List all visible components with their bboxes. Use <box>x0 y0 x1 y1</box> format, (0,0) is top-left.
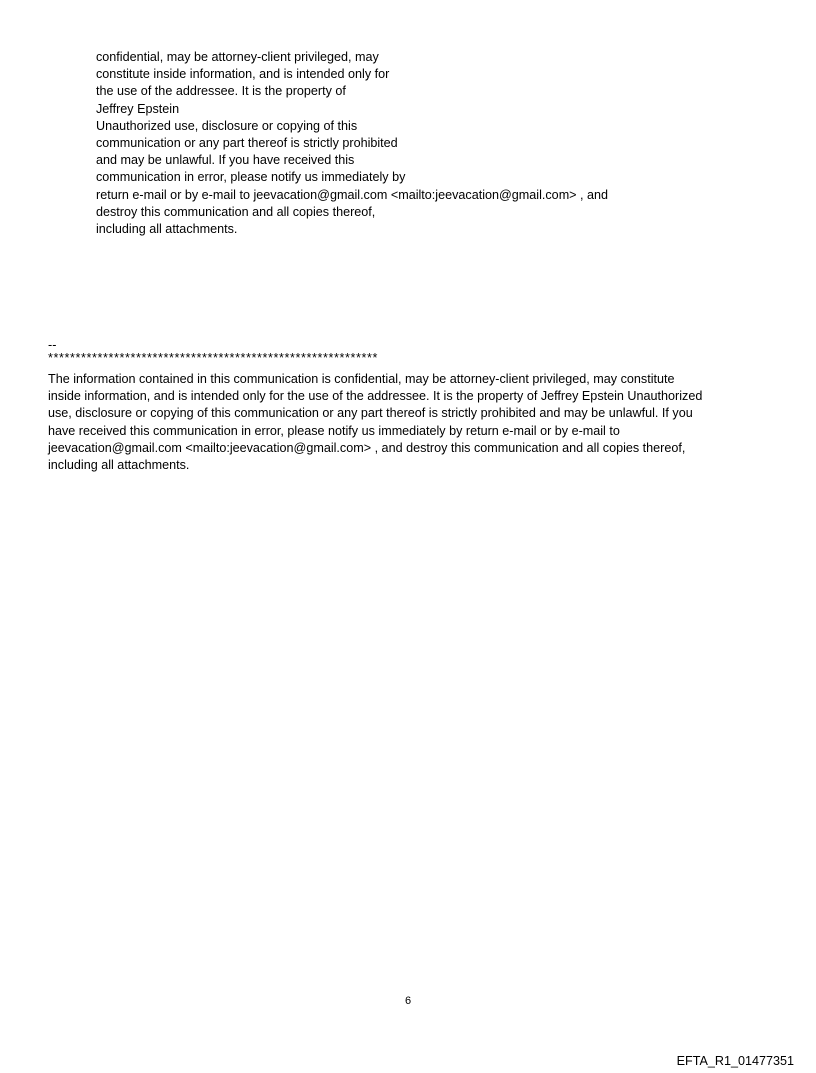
quoted-disclaimer-line: communication in error, please notify us immediately by <box>96 170 406 185</box>
quoted-disclaimer-line: constitute inside information, and is intended only for <box>96 67 390 82</box>
disclaimer-line: use, disclosure or copying of this communication or any part thereof is strictly prohibited and may be unlawful. If you <box>48 406 693 421</box>
quoted-disclaimer-line: confidential, may be attorney-client privileged, may <box>96 50 379 64</box>
quoted-disclaimer-line: Jeffrey Epstein <box>96 101 180 116</box>
page-number: 6 <box>404 995 412 1007</box>
disclaimer-line: including all attachments. <box>48 458 190 473</box>
quoted-disclaimer-line: communication or any part thereof is strictly prohibited <box>96 136 398 151</box>
quoted-disclaimer-line: and may be unlawful. If you have received this <box>96 153 355 168</box>
document-id: EFTA_R1_01477351 <box>676 1054 794 1068</box>
quoted-disclaimer-line: including all attachments. <box>96 222 238 237</box>
disclaimer-line: The information contained in this communication is confidential, may be attorney-client privileged, may constitute <box>48 372 675 386</box>
quoted-disclaimer-line: return e-mail or by e-mail to jeevacation@gmail.com <mailto:jeevacation@gmail.com> , and <box>96 187 609 202</box>
disclaimer-line: inside information, and is intended only for the use of the addressee. It is the property of Jeffrey Epstein Unauthorized <box>48 389 703 404</box>
quoted-disclaimer-line: Unauthorized use, disclosure or copying of this <box>96 118 358 133</box>
quoted-disclaimer <box>96 49 608 238</box>
disclaimer-line: jeevacation@gmail.com <mailto:jeevacation@gmail.com> , and destroy this communication and all copies thereof, <box>48 440 686 455</box>
signature-dashes: -- <box>48 338 57 352</box>
disclaimer <box>48 371 768 474</box>
quoted-disclaimer-line: destroy this communication and all copies thereof, <box>96 204 376 219</box>
signature-stars: ************************************************************ <box>48 351 379 365</box>
quoted-disclaimer-line: the use of the addressee. It is the property of <box>96 84 346 99</box>
disclaimer-line: have received this communication in error, please notify us immediately by return e-mail or by e-mail to <box>48 423 620 438</box>
